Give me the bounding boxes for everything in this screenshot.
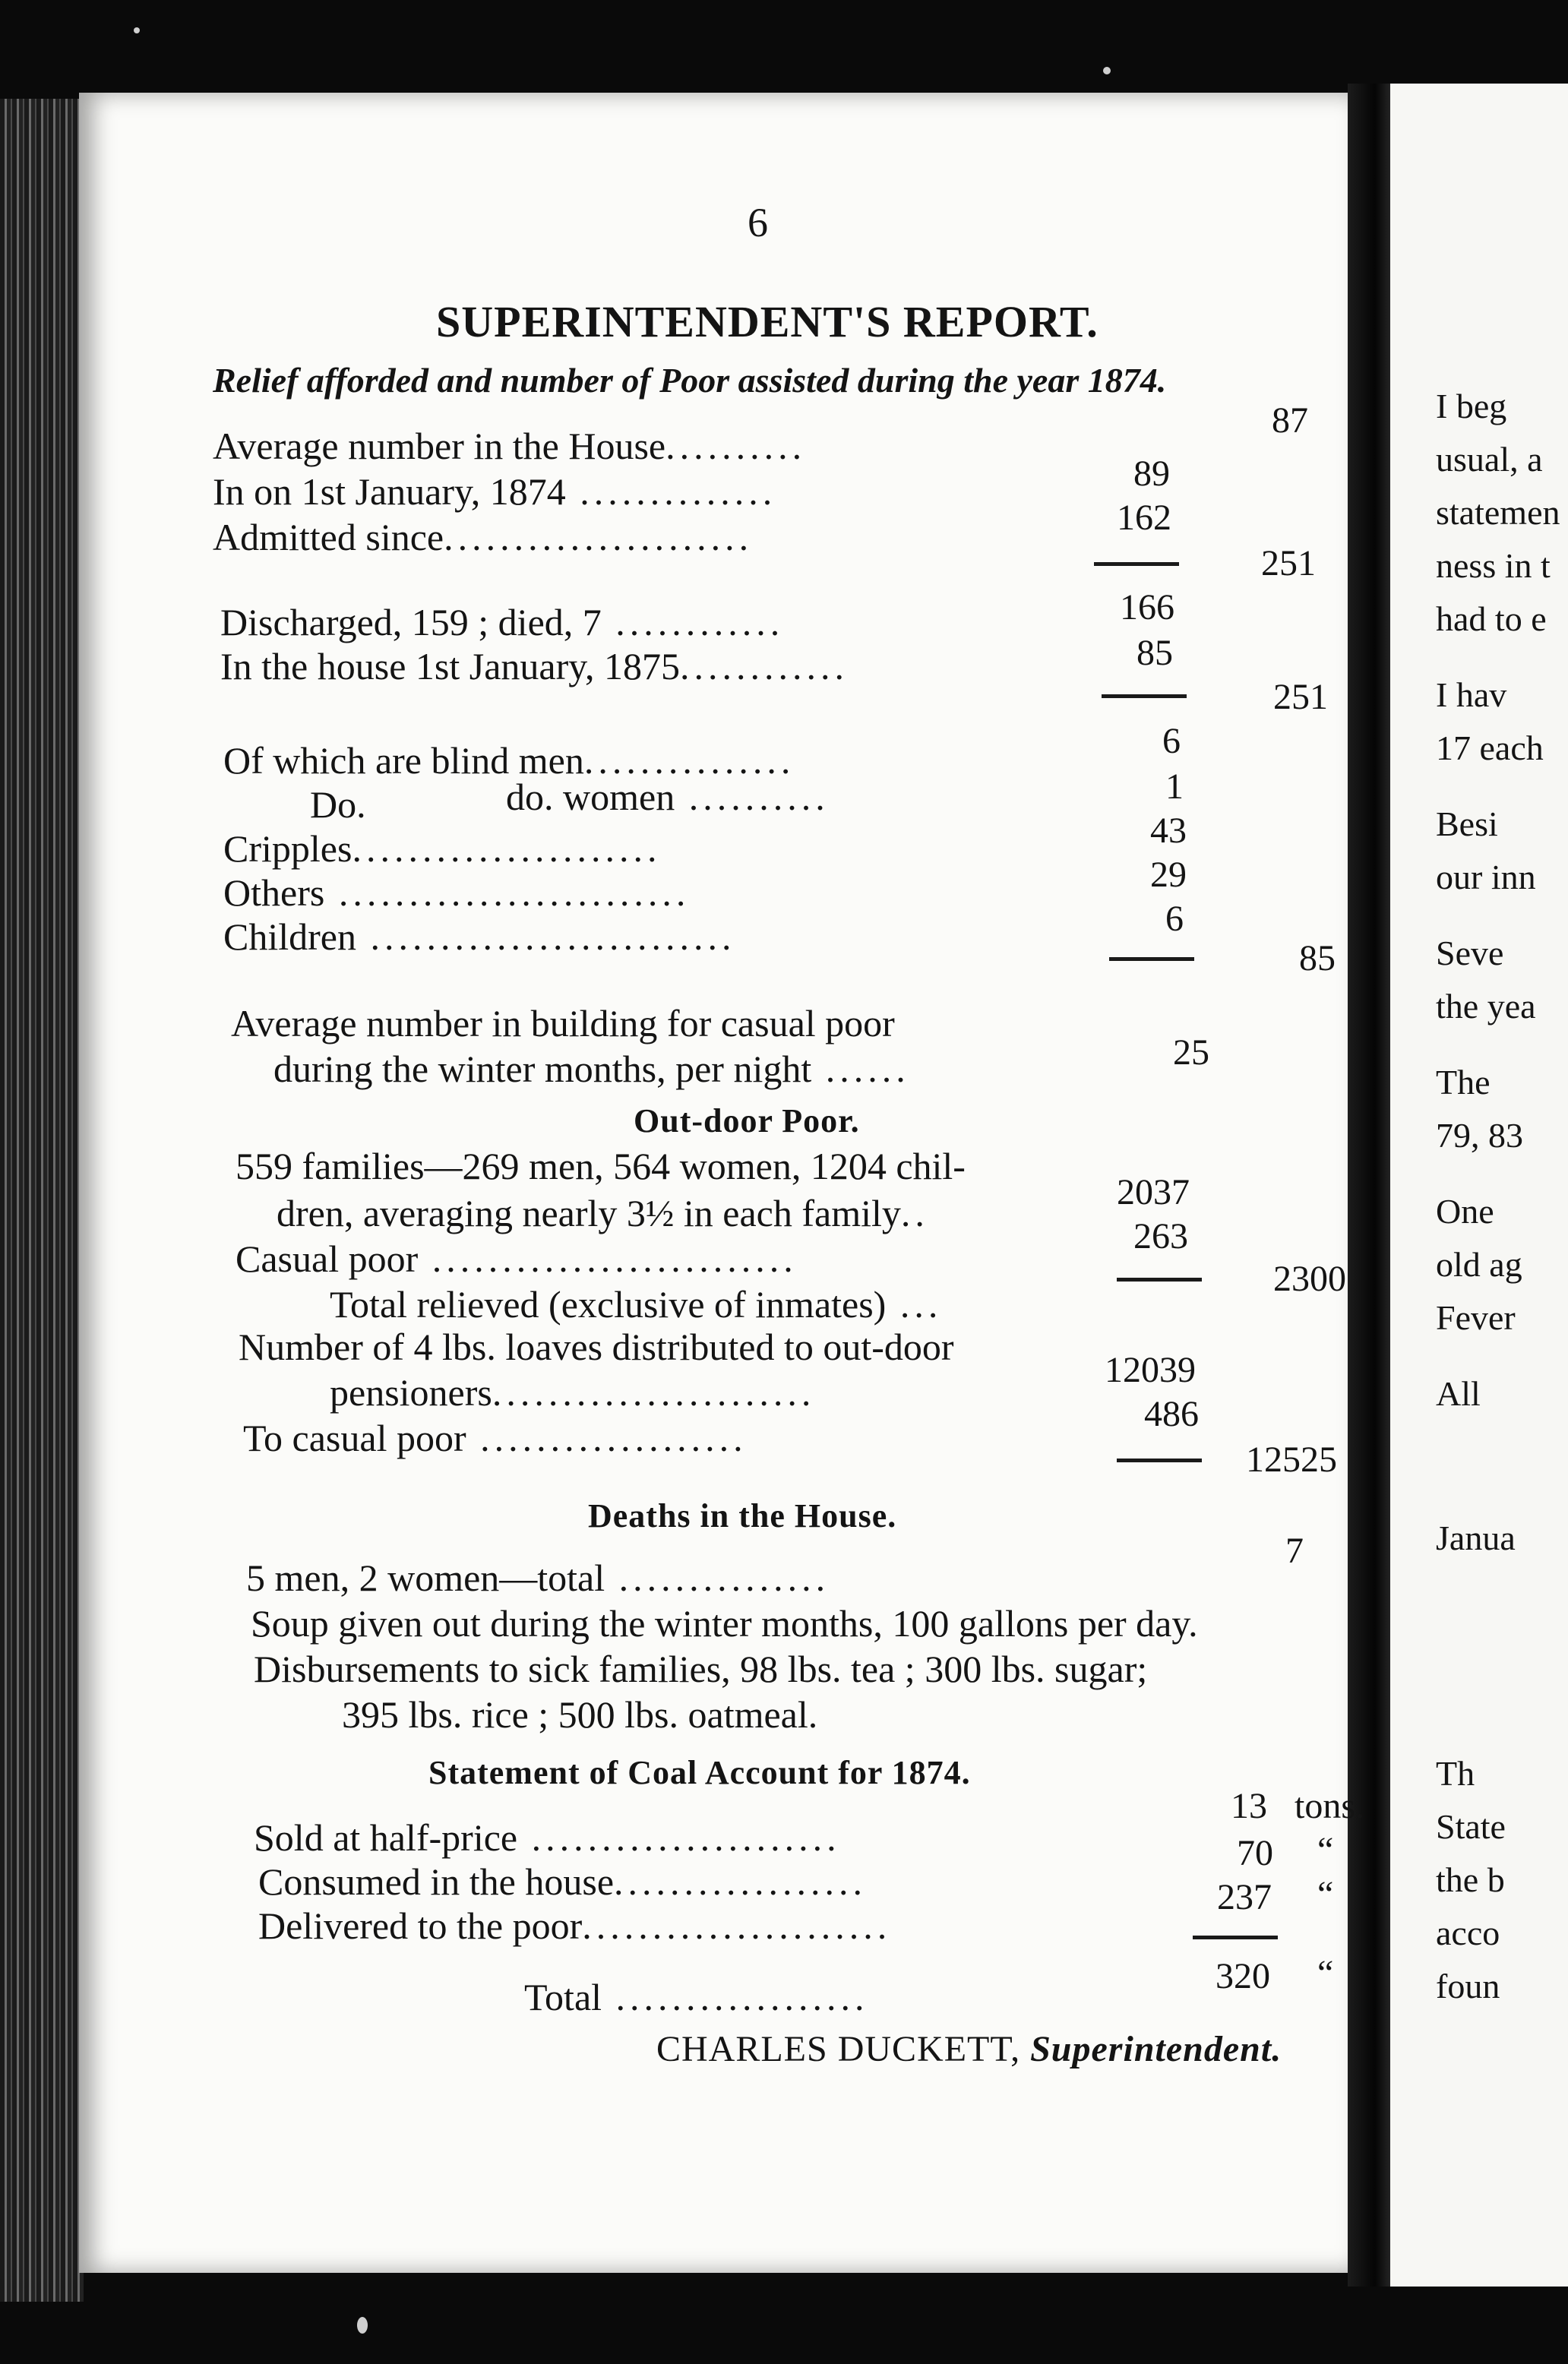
blind-men-value: 6 — [1162, 721, 1181, 761]
cripples-label: Cripples...................... — [223, 827, 662, 870]
ditto-mark: “ — [1317, 1830, 1334, 1870]
in-house-value: 85 — [1136, 633, 1173, 673]
right-page-line: I beg — [1436, 387, 1507, 425]
children-value: 6 — [1165, 899, 1184, 939]
to-casual-value: 486 — [1144, 1394, 1199, 1434]
right-page-line: 17 each — [1436, 728, 1544, 767]
right-page-line: 79, 83 — [1436, 1116, 1523, 1155]
blind-women-value: 1 — [1165, 766, 1184, 807]
right-page-line: ness in t — [1436, 546, 1551, 585]
right-page-partial — [1390, 84, 1568, 2287]
loaves-value: 12039 — [1105, 1350, 1196, 1390]
subtotal-value: 85 — [1299, 938, 1336, 978]
consumed-value: 70 — [1237, 1833, 1273, 1873]
deaths-heading: Deaths in the House. — [588, 1497, 897, 1534]
children-label: Children .......................... — [223, 915, 736, 958]
sum-rule — [1094, 562, 1179, 566]
right-page-line: One — [1436, 1192, 1494, 1231]
half-price-value: 13 — [1231, 1786, 1267, 1826]
cripples-value: 43 — [1150, 811, 1187, 851]
report-subtitle: Relief afforded and number of Poor assisted during the year 1874. — [213, 361, 1167, 400]
right-page-line: had to e — [1436, 599, 1547, 638]
consumed-label: Consumed in the house.................. — [258, 1860, 868, 1903]
outdoor-heading: Out-door Poor. — [634, 1102, 860, 1139]
dust-speck — [134, 27, 140, 33]
right-page-line: foun — [1436, 1967, 1500, 2005]
average-value: 87 — [1272, 400, 1308, 441]
signature — [656, 2028, 1282, 2070]
total-relieved-value: 2300 — [1273, 1259, 1346, 1299]
admitted-value: 162 — [1117, 498, 1171, 538]
right-page-line: All — [1436, 1374, 1481, 1413]
loaves-line1: Number of 4 lbs. loaves distributed to out-door — [239, 1326, 954, 1368]
sum-rule — [1117, 1459, 1202, 1462]
right-page-line: State — [1436, 1807, 1506, 1846]
right-page-line: Th — [1436, 1754, 1475, 1793]
ditto-mark: “ — [1317, 1874, 1334, 1914]
admitted-label: Admitted since...................... — [213, 516, 754, 558]
report-title: SUPERINTENDENT'S REPORT. — [436, 297, 1099, 346]
right-page-line: Janua — [1436, 1519, 1516, 1557]
page-number: 6 — [748, 200, 768, 245]
ditto-mark: “ — [1317, 1953, 1334, 1993]
subtotal-value: 251 — [1273, 677, 1328, 717]
casual-building-value: 25 — [1173, 1032, 1209, 1073]
blind-men-label: Of which are blind men............... — [223, 739, 795, 782]
delivered-label: Delivered to the poor...................... — [258, 1904, 892, 1947]
right-page-line: Besi — [1436, 804, 1498, 843]
sum-rule — [1109, 957, 1194, 961]
in-on-value: 89 — [1133, 454, 1170, 494]
blind-women-label: do. women .......... — [506, 776, 830, 818]
casual-poor-label: Casual poor .......................... — [236, 1237, 798, 1280]
deaths-value: 7 — [1285, 1531, 1304, 1571]
right-page-line: statemen — [1436, 493, 1560, 532]
report-page — [79, 93, 1365, 2273]
coal-heading: Statement of Coal Account for 1874. — [428, 1754, 971, 1791]
right-page-line: acco — [1436, 1914, 1500, 1952]
coal-total-label: Total .................. — [524, 1976, 869, 2018]
families-line2: dren, averaging nearly 3½ in each family.. — [277, 1192, 929, 1234]
to-casual-label: To casual poor ................... — [243, 1417, 748, 1459]
disbursements-line2: 395 lbs. rice ; 500 lbs. oatmeal. — [342, 1693, 818, 1736]
soup-line: Soup given out during the winter months, 100 gallons per day. — [251, 1602, 1198, 1645]
others-label: Others ......................... — [223, 871, 691, 914]
in-on-label: In on 1st January, 1874 .............. — [213, 470, 777, 513]
families-line1: 559 families—269 men, 564 women, 1204 chil- — [236, 1145, 966, 1187]
blind-women-do: Do. — [310, 783, 366, 826]
right-page-line: Fever — [1436, 1298, 1516, 1337]
deaths-label: 5 men, 2 women—total ............... — [246, 1557, 830, 1599]
tons-unit: tons. — [1295, 1786, 1365, 1826]
book-page-edges — [0, 99, 84, 2302]
average-label: Average number in the House.......... — [213, 425, 807, 467]
families-value: 2037 — [1117, 1172, 1190, 1212]
subtotal-value: 251 — [1261, 543, 1316, 583]
right-page-line: the yea — [1436, 987, 1536, 1026]
total-relieved-label: Total relieved (exclusive of inmates) ... — [330, 1283, 943, 1326]
loaves-total-value: 12525 — [1246, 1440, 1337, 1480]
others-value: 29 — [1150, 855, 1187, 895]
discharged-value: 166 — [1120, 587, 1174, 627]
dust-speck — [1103, 67, 1111, 74]
right-page-line: the b — [1436, 1860, 1505, 1899]
casual-building-line2: during the winter months, per night ...... — [273, 1048, 910, 1090]
right-page-line: usual, a — [1436, 440, 1543, 479]
casual-building-line1: Average number in building for casual poor — [231, 1002, 895, 1045]
right-page-line: our inn — [1436, 858, 1536, 896]
right-page-line: Seve — [1436, 934, 1504, 972]
in-house-label: In the house 1st January, 1875............ — [220, 645, 849, 687]
discharged-label: Discharged, 159 ; died, 7 ............ — [220, 601, 785, 643]
casual-poor-value: 263 — [1133, 1216, 1188, 1256]
sum-rule — [1102, 694, 1187, 698]
signature-role: Superintendent. — [1030, 2029, 1282, 2069]
book-gutter — [1348, 84, 1393, 2287]
right-page-line: I hav — [1436, 675, 1507, 714]
disbursements-line1: Disbursements to sick families, 98 lbs. tea ; 300 lbs. sugar; — [254, 1648, 1148, 1690]
dust-speck — [357, 2317, 368, 2334]
right-page-line: The — [1436, 1063, 1491, 1101]
signature-name: CHARLES DUCKETT, — [656, 2029, 1021, 2069]
right-page-line: old ag — [1436, 1245, 1522, 1284]
half-price-label: Sold at half-price ...................... — [254, 1816, 841, 1859]
sum-rule — [1193, 1936, 1278, 1939]
sum-rule — [1117, 1278, 1202, 1282]
loaves-line2: pensioners....................... — [330, 1371, 816, 1414]
coal-total-value: 320 — [1216, 1956, 1270, 1996]
delivered-value: 237 — [1217, 1877, 1272, 1917]
